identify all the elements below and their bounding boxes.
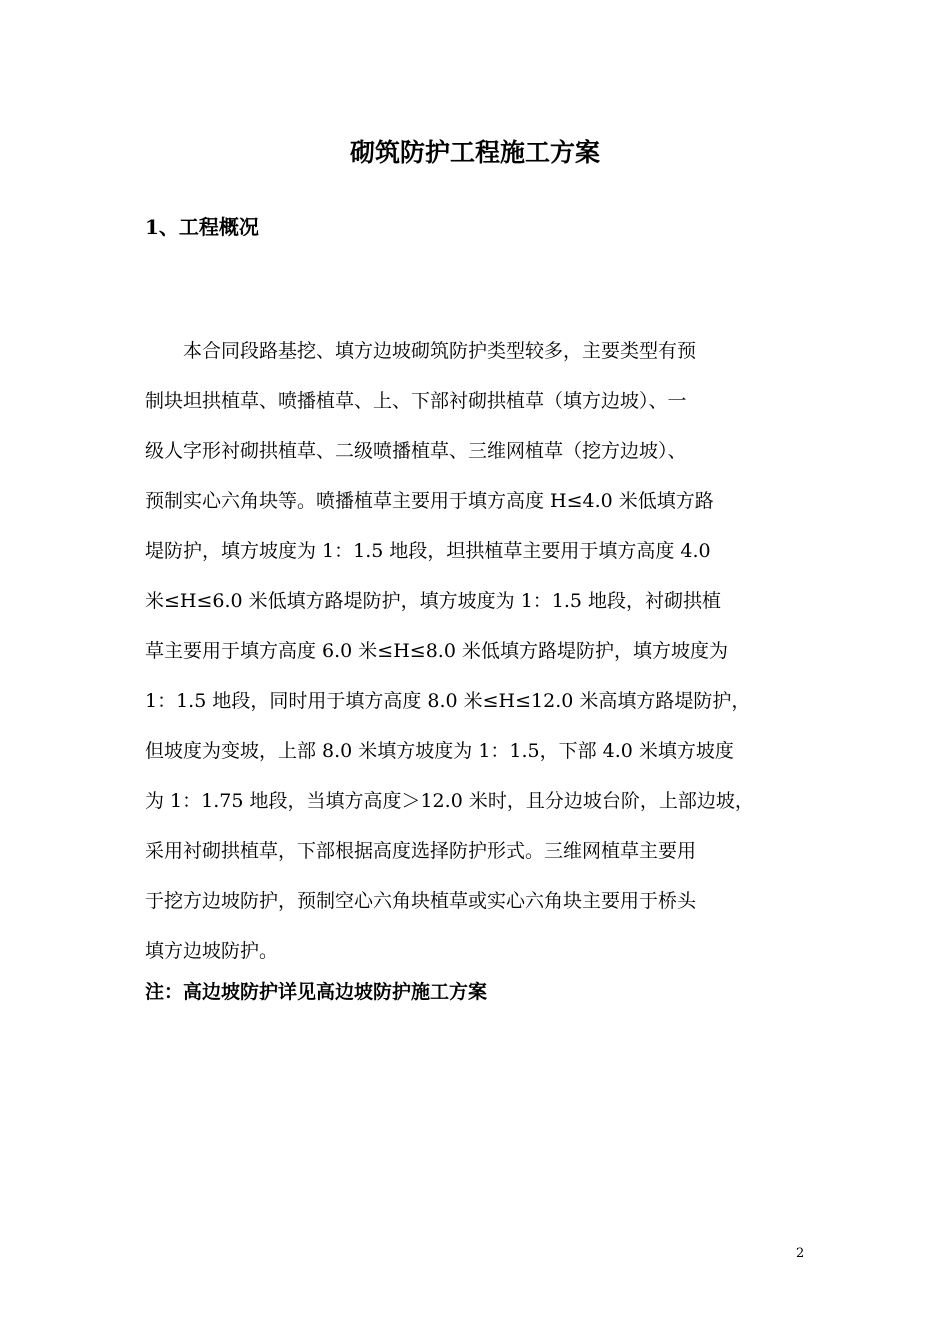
paragraph-line: 草主要用于填方高度 6.0 米≤H≤8.0 米低填方路堤防护，填方坡度为	[145, 640, 728, 662]
body-paragraph	[145, 326, 817, 976]
paragraph-line: 预制实心六角块等。喷播植草主要用于填方高度 H≤4.0 米低填方路	[145, 490, 714, 512]
paragraph-line: 堤防护，填方坡度为 1：1.5 地段，坦拱植草主要用于填方高度 4.0	[145, 540, 711, 562]
paragraph-line: 1：1.5 地段，同时用于填方高度 8.0 米≤H≤12.0 米高填方路堤防护，	[145, 690, 751, 712]
paragraph-line: 本合同段路基挖、填方边坡砌筑防护类型较多，主要类型有预	[145, 340, 697, 362]
page-title: 砌筑防护工程施工方案	[349, 138, 600, 167]
page-number: 2	[796, 1246, 805, 1261]
paragraph-line: 级人字形衬砌拱植草、二级喷播植草、三维网植草（挖方边坡）、	[145, 440, 687, 462]
paragraph-line: 采用衬砌拱植草，下部根据高度选择防护形式。三维网植草主要用	[145, 840, 697, 862]
paragraph-line: 制块坦拱植草、喷播植草、上、下部衬砌拱植草（填方边坡）、一	[145, 390, 687, 412]
paragraph-line: 填方边坡防护。	[145, 940, 279, 962]
note-text: 注：高边坡防护详见高边坡防护施工方案	[145, 981, 488, 1003]
paragraph-line: 为 1：1.75 地段，当填方高度＞12.0 米时，且分边坡台阶，上部边坡，	[145, 790, 754, 812]
paragraph-line: 米≤H≤6.0 米低填方路堤防护，填方坡度为 1：1.5 地段，衬砌拱植	[145, 590, 722, 612]
section-heading: 1、工程概况	[145, 215, 259, 239]
paragraph-line: 但坡度为变坡，上部 8.0 米填方坡度为 1：1.5，下部 4.0 米填方坡度	[145, 740, 734, 762]
paragraph-line: 于挖方边坡防护，预制空心六角块植草或实心六角块主要用于桥头	[145, 890, 697, 912]
